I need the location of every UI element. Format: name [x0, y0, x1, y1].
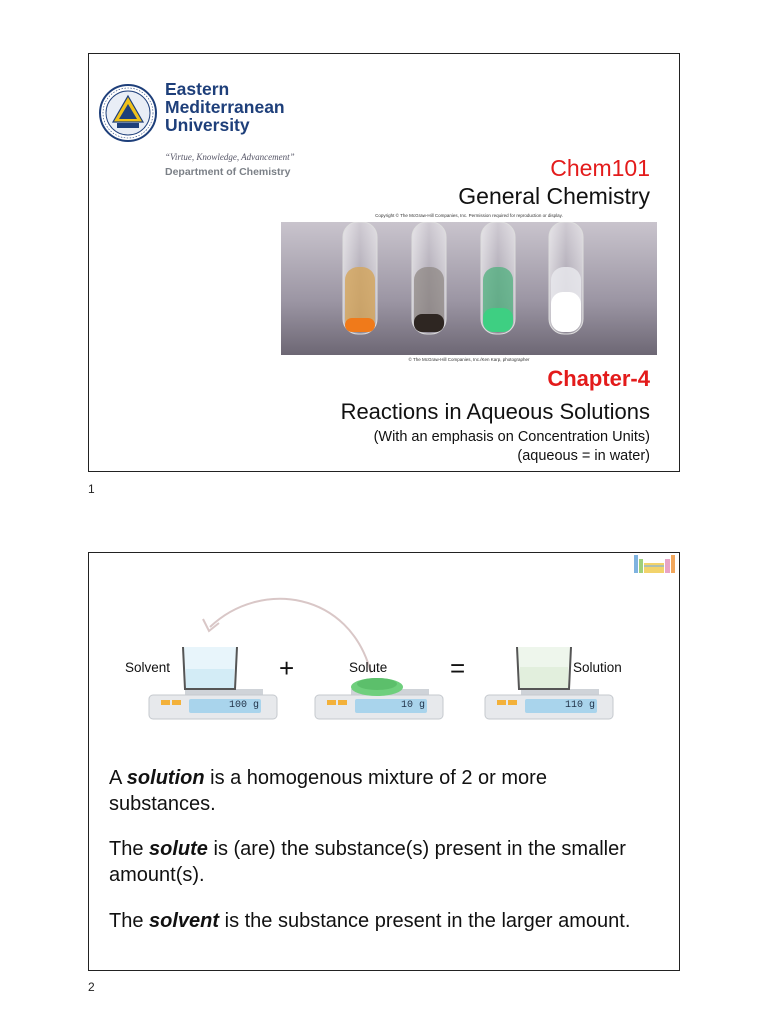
chapter-heading: Chapter-4 [547, 366, 650, 391]
scale1-reading: 100 g [228, 700, 259, 711]
photo-credit: © The McGraw-Hill Companies, Inc./Ken Karp, photographer [408, 357, 530, 362]
scale3-reading: 110 g [564, 700, 595, 711]
solution-term: solution [126, 767, 205, 789]
title-slide [88, 53, 680, 472]
solute-label: Solute [349, 660, 388, 675]
solute-def-prefix: The [109, 838, 150, 860]
course-title: General Chemistry [458, 183, 650, 209]
solution-diagram [125, 571, 625, 731]
solvent-def-prefix: The [109, 910, 150, 932]
scale2-reading: 10 g [400, 700, 425, 711]
department-name: Department of Chemistry [165, 166, 291, 178]
course-code: Chem101 [550, 155, 650, 181]
solution-label: Solution [573, 660, 622, 675]
periodic-table-icon [634, 553, 676, 575]
solvent-term: solvent [149, 910, 220, 932]
chapter-title: Reactions in Aqueous Solutions [340, 399, 650, 424]
definitions-slide [88, 552, 680, 971]
university-name-line2: Mediterranean [165, 97, 285, 117]
solute-def-text: is (are) the substance(s) present in the smaller amount(s). [109, 838, 626, 886]
test-tubes-photo [281, 222, 657, 355]
solvent-def-text: is the substance present in the larger amount. [219, 910, 631, 932]
solution-def-prefix: A [109, 767, 127, 789]
chapter-subtitle-1: (With an emphasis on Concentration Units) [373, 429, 650, 445]
university-seal-icon [99, 84, 157, 142]
solution-def-text: is a homogenous mixture of 2 or more substances. [109, 767, 547, 815]
solute-definition [109, 836, 649, 888]
plus-sign: + [279, 653, 295, 683]
equals-sign: = [450, 653, 466, 683]
copyright-note: Copyright © The McGraw-Hill Companies, Inc. Permission required for reproduction or display. [375, 213, 563, 218]
solvent-label: Solvent [125, 660, 171, 675]
university-motto: “Virtue, Knowledge, Advancement” [165, 152, 295, 162]
page-number-2: 2 [88, 980, 95, 994]
solvent-definition [109, 908, 649, 934]
chapter-subtitle-2: (aqueous = in water) [517, 448, 650, 464]
solution-definition [109, 765, 649, 817]
solute-term: solute [149, 838, 208, 860]
page-number-1: 1 [88, 482, 95, 496]
university-name-line3: University [165, 115, 250, 135]
university-logo [99, 79, 329, 178]
university-name-line1: Eastern [165, 79, 230, 99]
